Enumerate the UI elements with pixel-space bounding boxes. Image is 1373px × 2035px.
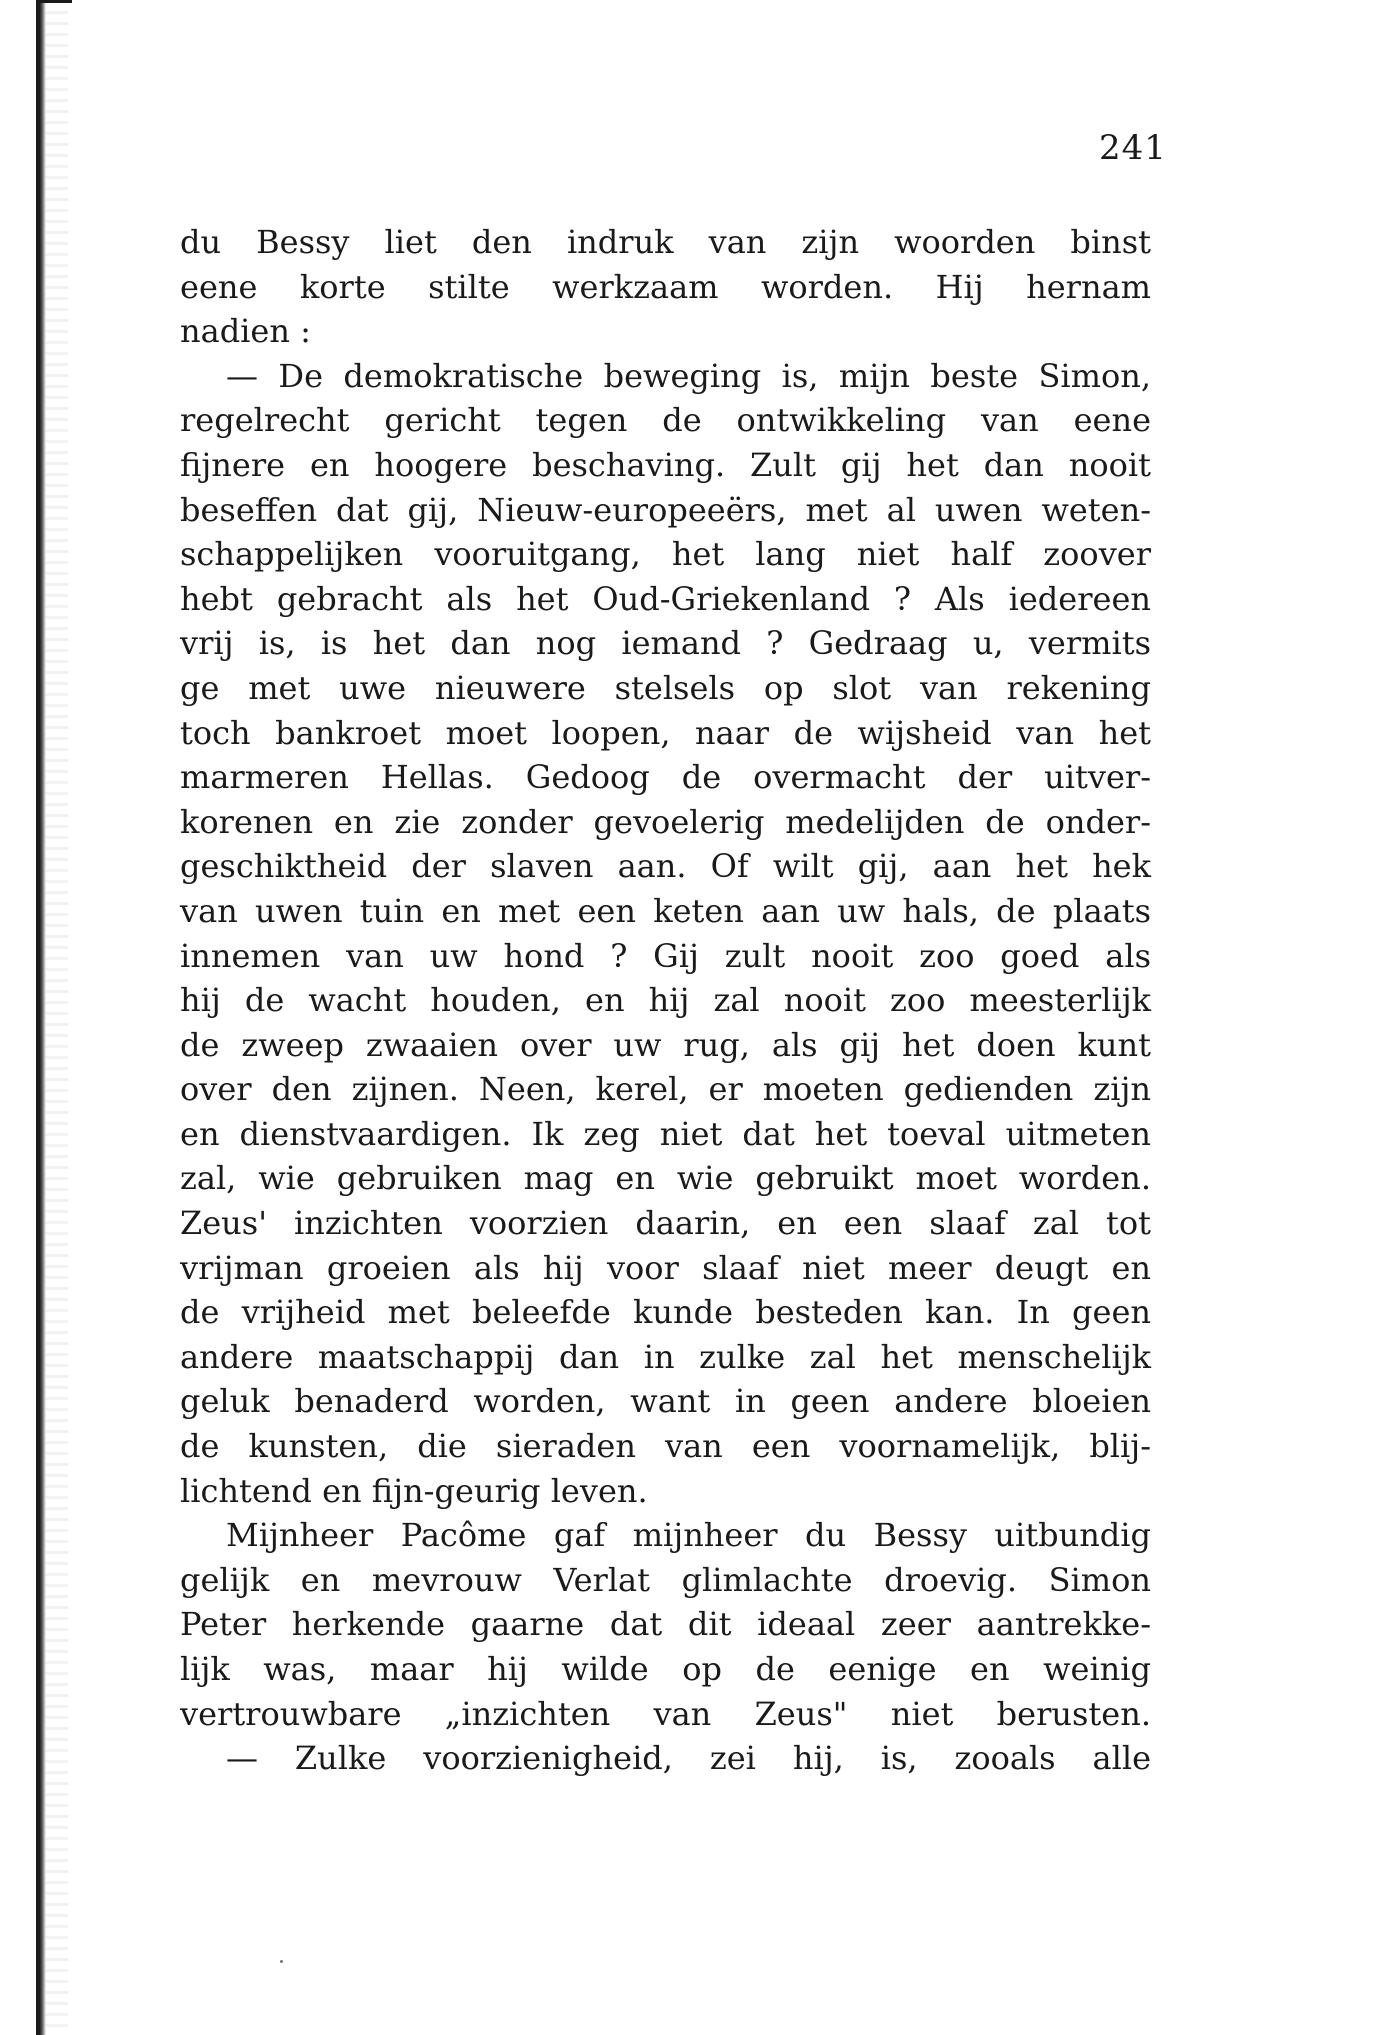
page-number: 241 — [1099, 128, 1167, 168]
text-line: de zweep zwaaien over uw rug, als gij het doen kunt — [180, 1025, 1151, 1064]
text-line: de vrijheid met beleefde kunde besteden kan. In geen — [180, 1293, 1151, 1332]
text-line: beseffen dat gij, Nieuw-europeeërs, met al uwen weten- — [180, 490, 1151, 529]
text-line: gelijk en mevrouw Verlat glimlachte droevig. Simon — [180, 1560, 1151, 1599]
text-line: de kunsten, die sieraden van een voornamelijk, blij- — [180, 1427, 1151, 1466]
text-line: en dienstvaardigen. Ik zeg niet dat het toeval uitmeten — [180, 1114, 1151, 1153]
text-line: — Zulke voorzienigheid, zei hij, is, zooals alle — [226, 1739, 1151, 1778]
text-line: du Bessy liet den indruk van zijn woorden binst — [180, 223, 1151, 261]
text-line: marmeren Hellas. Gedoog de overmacht der uitver- — [180, 758, 1151, 797]
text-line: Peter herkende gaarne dat dit ideaal zeer aantrekke- — [180, 1605, 1151, 1644]
text-line: zal, wie gebruiken mag en wie gebruikt moet worden. — [180, 1159, 1151, 1198]
text-line: toch bankroet moet loopen, naar de wijsheid van het — [180, 713, 1151, 752]
text-line: vrijman groeien als hij voor slaaf niet meer deugt en — [180, 1248, 1151, 1287]
text-line: van uwen tuin en met een keten aan uw hals, de plaats — [180, 891, 1151, 930]
text-line: eene korte stilte werkzaam worden. Hij hernam — [180, 267, 1151, 306]
text-line: Mijnheer Pacôme gaf mijnheer du Bessy uitbundig — [226, 1516, 1151, 1555]
binding-grain — [46, 0, 68, 2035]
text-line: nadien : — [180, 312, 311, 351]
text-line: andere maatschappij dan in zulke zal het menschelijk — [180, 1337, 1151, 1376]
text-line: fijnere en hoogere beschaving. Zult gij het dan nooit — [180, 445, 1151, 484]
text-line: vrij is, is het dan nog iemand ? Gedraag u, vermits — [180, 624, 1151, 663]
text-line: — De demokratische beweging is, mijn beste Simon, — [226, 356, 1151, 395]
text-line: regelrecht gericht tegen de ontwikkeling van eene — [180, 401, 1151, 440]
text-line: vertrouwbare „inzichten van Zeus" niet berusten. — [180, 1694, 1151, 1733]
text-line: innemen van uw hond ? Gij zult nooit zoo goed als — [180, 936, 1151, 975]
body-text — [180, 220, 1151, 1781]
text-line: Zeus' inzichten voorzien daarin, en een slaaf zal tot — [180, 1204, 1151, 1243]
text-line: korenen en zie zonder gevoelerig medelijden de onder- — [180, 802, 1151, 841]
text-line: lijk was, maar hij wilde op de eenige en weinig — [180, 1650, 1151, 1688]
paper-speck — [280, 1960, 283, 1963]
text-line: ge met uwe nieuwere stelsels op slot van rekening — [180, 668, 1151, 707]
text-line: geluk benaderd worden, want in geen andere bloeien — [180, 1382, 1151, 1421]
text-line: geschiktheid der slaven aan. Of wilt gij, aan het hek — [180, 847, 1151, 886]
text-line: hebt gebracht als het Oud-Griekenland ? Als iedereen — [180, 579, 1151, 618]
text-line: lichtend en fijn-geurig leven. — [180, 1471, 648, 1510]
binding-edge — [36, 0, 46, 2035]
text-line: hij de wacht houden, en hij zal nooit zoo meesterlijk — [180, 981, 1151, 1020]
text-line: over den zijnen. Neen, kerel, er moeten gedienden zijn — [180, 1070, 1151, 1109]
text-line: schappelijken vooruitgang, het lang niet half zoover — [180, 535, 1151, 574]
